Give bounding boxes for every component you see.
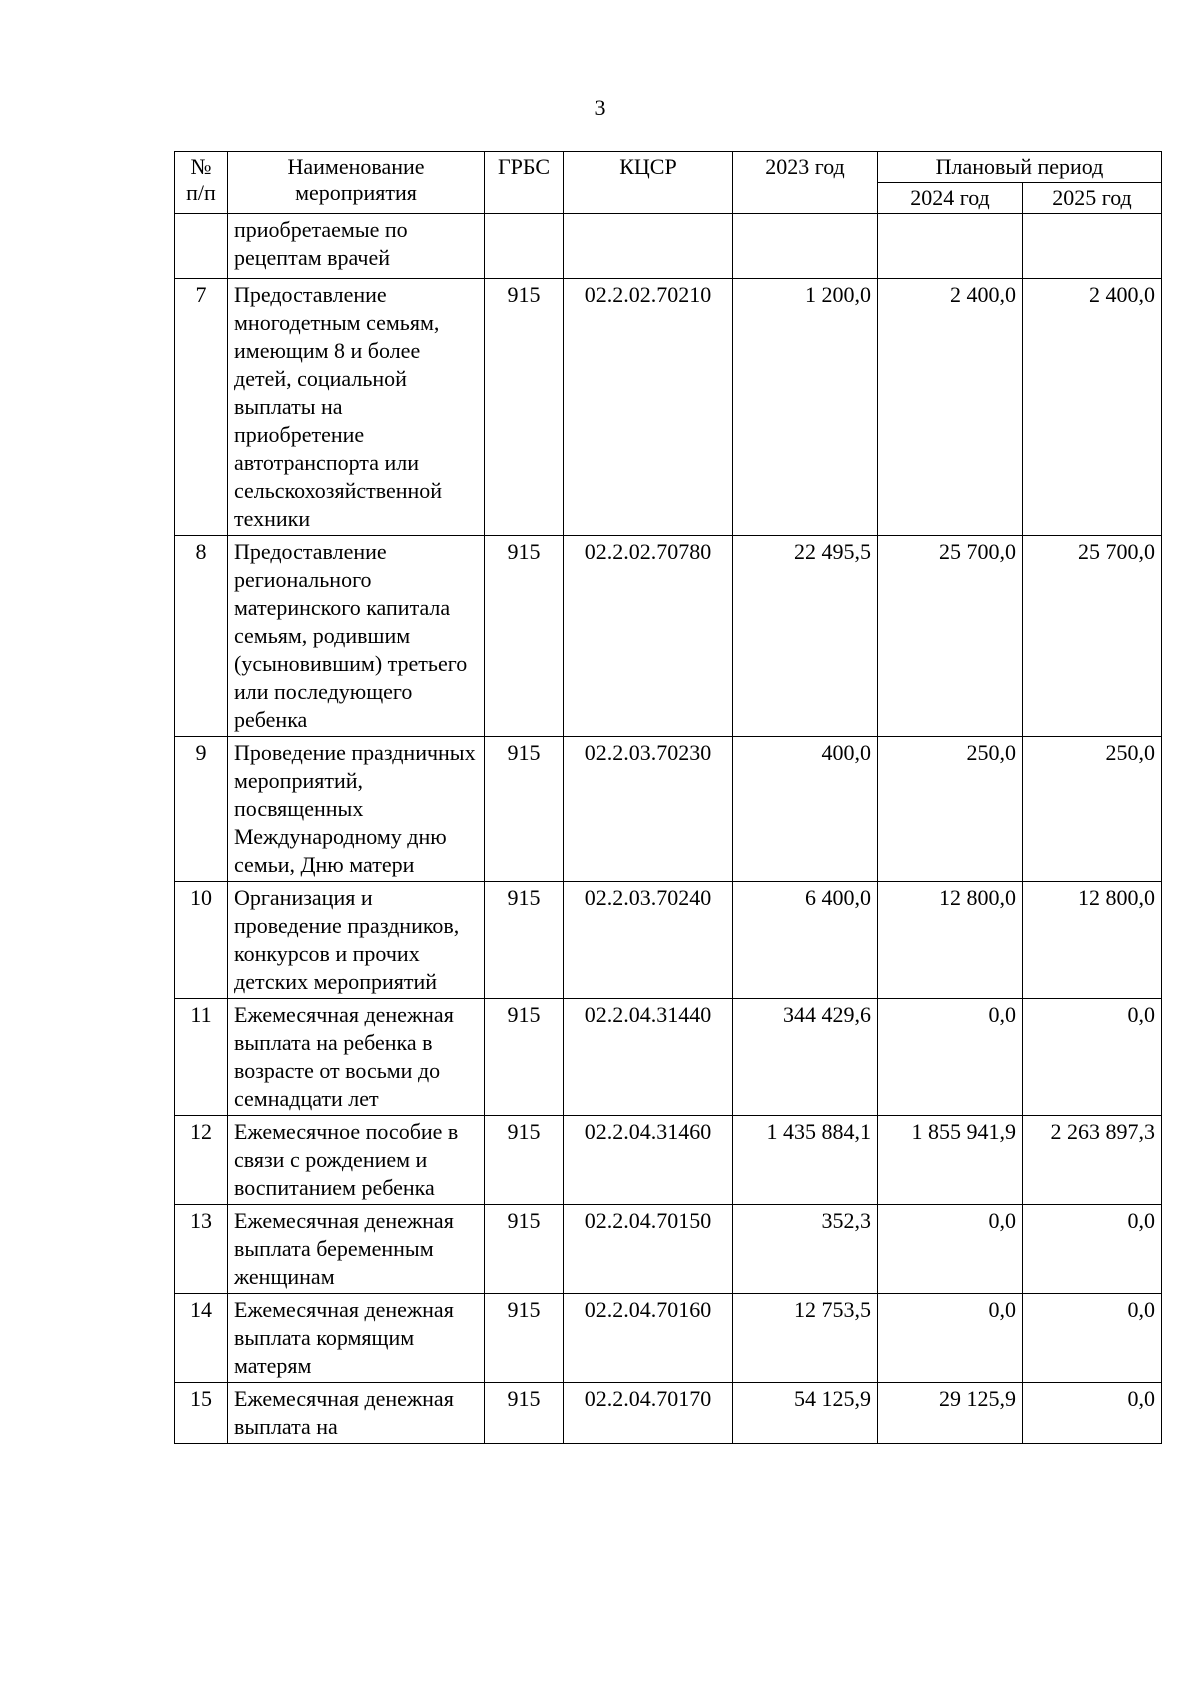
- cell-num: 9: [175, 737, 228, 882]
- cell-name: Ежемесячная денежная выплата на ребенка в возрасте от восьми до семнадцати лет: [228, 999, 485, 1116]
- cell-2024: 12 800,0: [878, 882, 1023, 999]
- cell-2025: 2 263 897,3: [1023, 1116, 1162, 1205]
- cell-kcsr: [564, 214, 733, 279]
- cell-kcsr: 02.2.02.70210: [564, 279, 733, 536]
- cell-kcsr: 02.2.04.70160: [564, 1294, 733, 1383]
- cell-kcsr: 02.2.02.70780: [564, 536, 733, 737]
- cell-name: Предоставление многодетным семьям, имеющим 8 и более детей, социальной выплаты на приобретение автотранспорта или сельскохозяйственной техники: [228, 279, 485, 536]
- table-row: [175, 737, 1162, 882]
- cell-grbs: 915: [485, 737, 564, 882]
- cell-kcsr: 02.2.03.70240: [564, 882, 733, 999]
- cell-name: Организация и проведение праздников, конкурсов и прочих детских мероприятий: [228, 882, 485, 999]
- cell-2025: 25 700,0: [1023, 536, 1162, 737]
- cell-num: 11: [175, 999, 228, 1116]
- header-row: [175, 152, 1162, 183]
- cell-kcsr: 02.2.04.31460: [564, 1116, 733, 1205]
- table-row: [175, 1294, 1162, 1383]
- cell-2024: 1 855 941,9: [878, 1116, 1023, 1205]
- cell-2025: [1023, 214, 1162, 279]
- cell-name: Предоставление регионального материнского капитала семьям, родившим (усыновившим) третьего или последующего ребенка: [228, 536, 485, 737]
- cell-2025: 0,0: [1023, 1205, 1162, 1294]
- header-grbs: ГРБС: [485, 152, 564, 214]
- cell-kcsr: 02.2.04.31440: [564, 999, 733, 1116]
- table-row: [175, 1383, 1162, 1444]
- cell-num: 10: [175, 882, 228, 999]
- cell-2024: 2 400,0: [878, 279, 1023, 536]
- cell-num: 12: [175, 1116, 228, 1205]
- cell-2024: 25 700,0: [878, 536, 1023, 737]
- table-row: [175, 999, 1162, 1116]
- table-row: [175, 1205, 1162, 1294]
- cell-kcsr: 02.2.04.70150: [564, 1205, 733, 1294]
- cell-grbs: 915: [485, 882, 564, 999]
- cell-2024: 0,0: [878, 1294, 1023, 1383]
- cell-grbs: [485, 214, 564, 279]
- cell-num: 8: [175, 536, 228, 737]
- table-row: [175, 279, 1162, 536]
- cell-name: Ежемесячное пособие в связи с рождением и воспитанием ребенка: [228, 1116, 485, 1205]
- cell-grbs: 915: [485, 1294, 564, 1383]
- cell-2023: 1 435 884,1: [733, 1116, 878, 1205]
- cell-num: 7: [175, 279, 228, 536]
- cell-name: Проведение праздничных мероприятий, посвященных Международному дню семьи, Дню матери: [228, 737, 485, 882]
- cell-2023: 352,3: [733, 1205, 878, 1294]
- table-row: [175, 1116, 1162, 1205]
- cell-grbs: 915: [485, 1383, 564, 1444]
- cell-name: Ежемесячная денежная выплата кормящим матерям: [228, 1294, 485, 1383]
- cell-2025: 0,0: [1023, 999, 1162, 1116]
- cell-2025: 2 400,0: [1023, 279, 1162, 536]
- cell-grbs: 915: [485, 1205, 564, 1294]
- cell-2023: 54 125,9: [733, 1383, 878, 1444]
- cell-num: 14: [175, 1294, 228, 1383]
- cell-grbs: 915: [485, 999, 564, 1116]
- table-row: [175, 536, 1162, 737]
- cell-2024: 250,0: [878, 737, 1023, 882]
- cell-2024: 0,0: [878, 1205, 1023, 1294]
- cell-name: Ежемесячная денежная выплата на: [228, 1383, 485, 1444]
- header-name: Наименование мероприятия: [228, 152, 485, 214]
- cell-2024: [878, 214, 1023, 279]
- cell-2023: 22 495,5: [733, 536, 878, 737]
- cell-2025: 250,0: [1023, 737, 1162, 882]
- cell-2023: 12 753,5: [733, 1294, 878, 1383]
- header-planned-period: Плановый период: [878, 152, 1162, 183]
- cell-grbs: 915: [485, 536, 564, 737]
- table-row-continuation: [175, 214, 1162, 279]
- cell-2023: 6 400,0: [733, 882, 878, 999]
- header-kcsr: КЦСР: [564, 152, 733, 214]
- cell-grbs: 915: [485, 1116, 564, 1205]
- header-2024: 2024 год: [878, 183, 1023, 214]
- cell-name: Ежемесячная денежная выплата беременным женщинам: [228, 1205, 485, 1294]
- cell-2024: 0,0: [878, 999, 1023, 1116]
- header-num: № п/п: [175, 152, 228, 214]
- header-2025: 2025 год: [1023, 183, 1162, 214]
- cell-grbs: 915: [485, 279, 564, 536]
- cell-2023: [733, 214, 878, 279]
- budget-table: [174, 151, 1162, 1444]
- cell-kcsr: 02.2.03.70230: [564, 737, 733, 882]
- cell-2023: 1 200,0: [733, 279, 878, 536]
- cell-2023: 344 429,6: [733, 999, 878, 1116]
- cell-num: 13: [175, 1205, 228, 1294]
- header-2023: 2023 год: [733, 152, 878, 214]
- cell-2025: 12 800,0: [1023, 882, 1162, 999]
- cell-2023: 400,0: [733, 737, 878, 882]
- page-number: 3: [594, 95, 606, 120]
- cell-2025: 0,0: [1023, 1294, 1162, 1383]
- cell-name: приобретаемые по рецептам врачей: [228, 214, 485, 279]
- cell-2024: 29 125,9: [878, 1383, 1023, 1444]
- cell-num: 15: [175, 1383, 228, 1444]
- cell-kcsr: 02.2.04.70170: [564, 1383, 733, 1444]
- cell-num: [175, 214, 228, 279]
- cell-2025: 0,0: [1023, 1383, 1162, 1444]
- table-row: [175, 882, 1162, 999]
